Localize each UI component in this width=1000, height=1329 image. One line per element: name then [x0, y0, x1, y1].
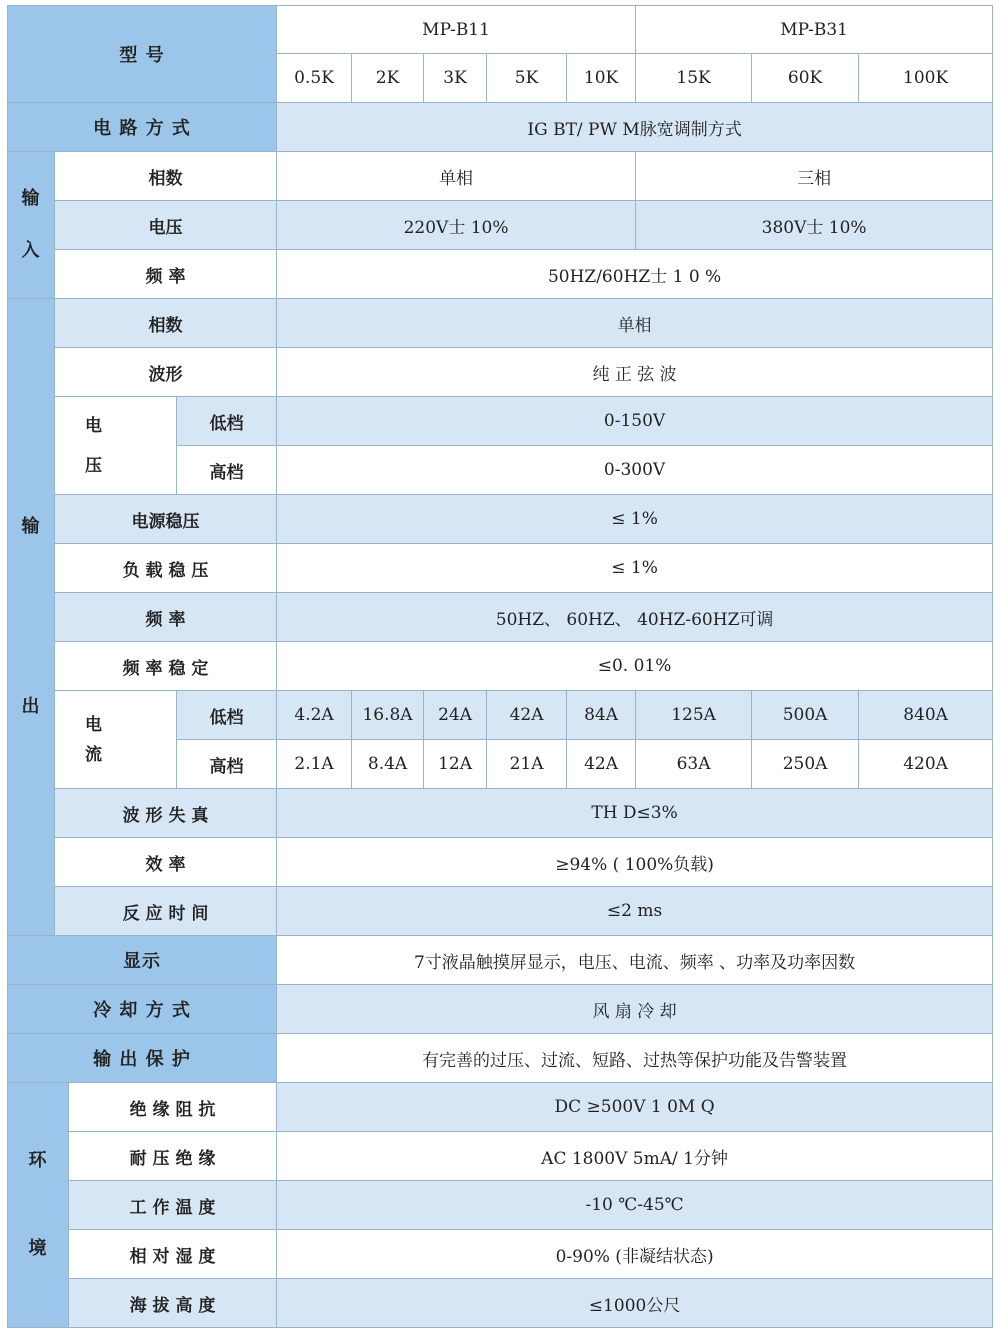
distortion-value: TH D≤3%	[277, 789, 993, 838]
output-current-label: 电 流	[55, 691, 177, 789]
frequency-stability-value: ≤0. 01%	[277, 642, 993, 691]
current-high-cell: 420A	[859, 740, 993, 789]
circuit-value: IG BT/ PW M脉宽调制方式	[277, 103, 993, 152]
cooling-value: 风 扇 冷 却	[277, 985, 993, 1034]
voltage-low-value: 0-150V	[277, 397, 993, 446]
series-b31: MP-B31	[636, 6, 993, 54]
distortion-label: 波 形 失 真	[55, 789, 277, 838]
input-voltage-label: 电压	[55, 201, 277, 250]
insulation-resistance-label: 绝 缘 阻 抗	[69, 1083, 277, 1132]
cooling-label: 冷 却 方 式	[8, 985, 277, 1034]
waveform-value: 纯 正 弦 波	[277, 348, 993, 397]
current-high-cell: 2.1A	[277, 740, 352, 789]
waveform-label: 波形	[55, 348, 277, 397]
capacity-cell: 60K	[752, 54, 859, 103]
input-voltage-b31: 380V士 10%	[636, 201, 993, 250]
voltage-high-value: 0-300V	[277, 446, 993, 495]
output-frequency-value: 50HZ、 60HZ、 40HZ-60HZ可调	[277, 593, 993, 642]
output-group-label: 输 出	[8, 299, 55, 936]
output-phase-value: 单相	[277, 299, 993, 348]
altitude-label: 海 拔 高 度	[69, 1279, 277, 1328]
relative-humidity-label: 相 对 湿 度	[69, 1230, 277, 1279]
current-low-cell: 16.8A	[352, 691, 424, 740]
current-low-cell: 125A	[636, 691, 752, 740]
efficiency-label: 效 率	[55, 838, 277, 887]
current-high-cell: 63A	[636, 740, 752, 789]
input-phase-label: 相数	[55, 152, 277, 201]
altitude-value: ≤1000公尺	[277, 1279, 993, 1328]
spec-table	[7, 5, 993, 1328]
output-frequency-label: 频 率	[55, 593, 277, 642]
current-high-cell: 42A	[567, 740, 636, 789]
load-regulation-label: 负 载 稳 压	[55, 544, 277, 593]
efficiency-value: ≥94% ( 100%负载)	[277, 838, 993, 887]
line-regulation-label: 电源稳压	[55, 495, 277, 544]
current-high-label: 高档	[177, 740, 277, 789]
capacity-cell: 0.5K	[277, 54, 352, 103]
capacity-cell: 3K	[424, 54, 487, 103]
voltage-high-label: 高档	[177, 446, 277, 495]
current-low-cell: 4.2A	[277, 691, 352, 740]
current-high-cell: 12A	[424, 740, 487, 789]
output-voltage-label: 电 压	[55, 397, 177, 495]
current-low-cell: 42A	[487, 691, 567, 740]
line-regulation-value: ≤ 1%	[277, 495, 993, 544]
model-label: 型 号	[8, 6, 277, 103]
current-low-label: 低档	[177, 691, 277, 740]
capacity-cell: 5K	[487, 54, 567, 103]
operating-temperature-value: -10 ℃-45℃	[277, 1181, 993, 1230]
input-phase-b31: 三相	[636, 152, 993, 201]
display-value: 7寸液晶触摸屏显示，电压、电流、频率 、功率及功率因数	[277, 936, 993, 985]
capacity-cell: 15K	[636, 54, 752, 103]
current-high-cell: 8.4A	[352, 740, 424, 789]
input-frequency-value: 50HZ/60HZ士 1 0 %	[277, 250, 993, 299]
response-time-value: ≤2 ms	[277, 887, 993, 936]
current-low-cell: 500A	[752, 691, 859, 740]
withstand-voltage-value: AC 1800V 5mA/ 1分钟	[277, 1132, 993, 1181]
operating-temperature-label: 工 作 温 度	[69, 1181, 277, 1230]
display-label: 显示	[8, 936, 277, 985]
circuit-label: 电 路 方 式	[8, 103, 277, 152]
current-low-cell: 84A	[567, 691, 636, 740]
input-frequency-label: 频 率	[55, 250, 277, 299]
insulation-resistance-value: DC ≥500V 1 0M Q	[277, 1083, 993, 1132]
capacity-cell: 100K	[859, 54, 993, 103]
relative-humidity-value: 0-90% (非凝结状态)	[277, 1230, 993, 1279]
current-low-cell: 840A	[859, 691, 993, 740]
current-high-cell: 21A	[487, 740, 567, 789]
protection-label: 输 出 保 护	[8, 1034, 277, 1083]
protection-value: 有完善的过压、过流、短路、过热等保护功能及告警装置	[277, 1034, 993, 1083]
load-regulation-value: ≤ 1%	[277, 544, 993, 593]
capacity-cell: 10K	[567, 54, 636, 103]
input-phase-b11: 单相	[277, 152, 636, 201]
input-voltage-b11: 220V士 10%	[277, 201, 636, 250]
withstand-voltage-label: 耐 压 绝 缘	[69, 1132, 277, 1181]
environment-group-label: 环 境	[8, 1083, 69, 1328]
voltage-low-label: 低档	[177, 397, 277, 446]
current-low-cell: 24A	[424, 691, 487, 740]
current-high-cell: 250A	[752, 740, 859, 789]
output-phase-label: 相数	[55, 299, 277, 348]
capacity-cell: 2K	[352, 54, 424, 103]
frequency-stability-label: 频 率 稳 定	[55, 642, 277, 691]
series-b11: MP-B11	[277, 6, 636, 54]
input-group-label: 输 入	[8, 152, 55, 299]
response-time-label: 反 应 时 间	[55, 887, 277, 936]
